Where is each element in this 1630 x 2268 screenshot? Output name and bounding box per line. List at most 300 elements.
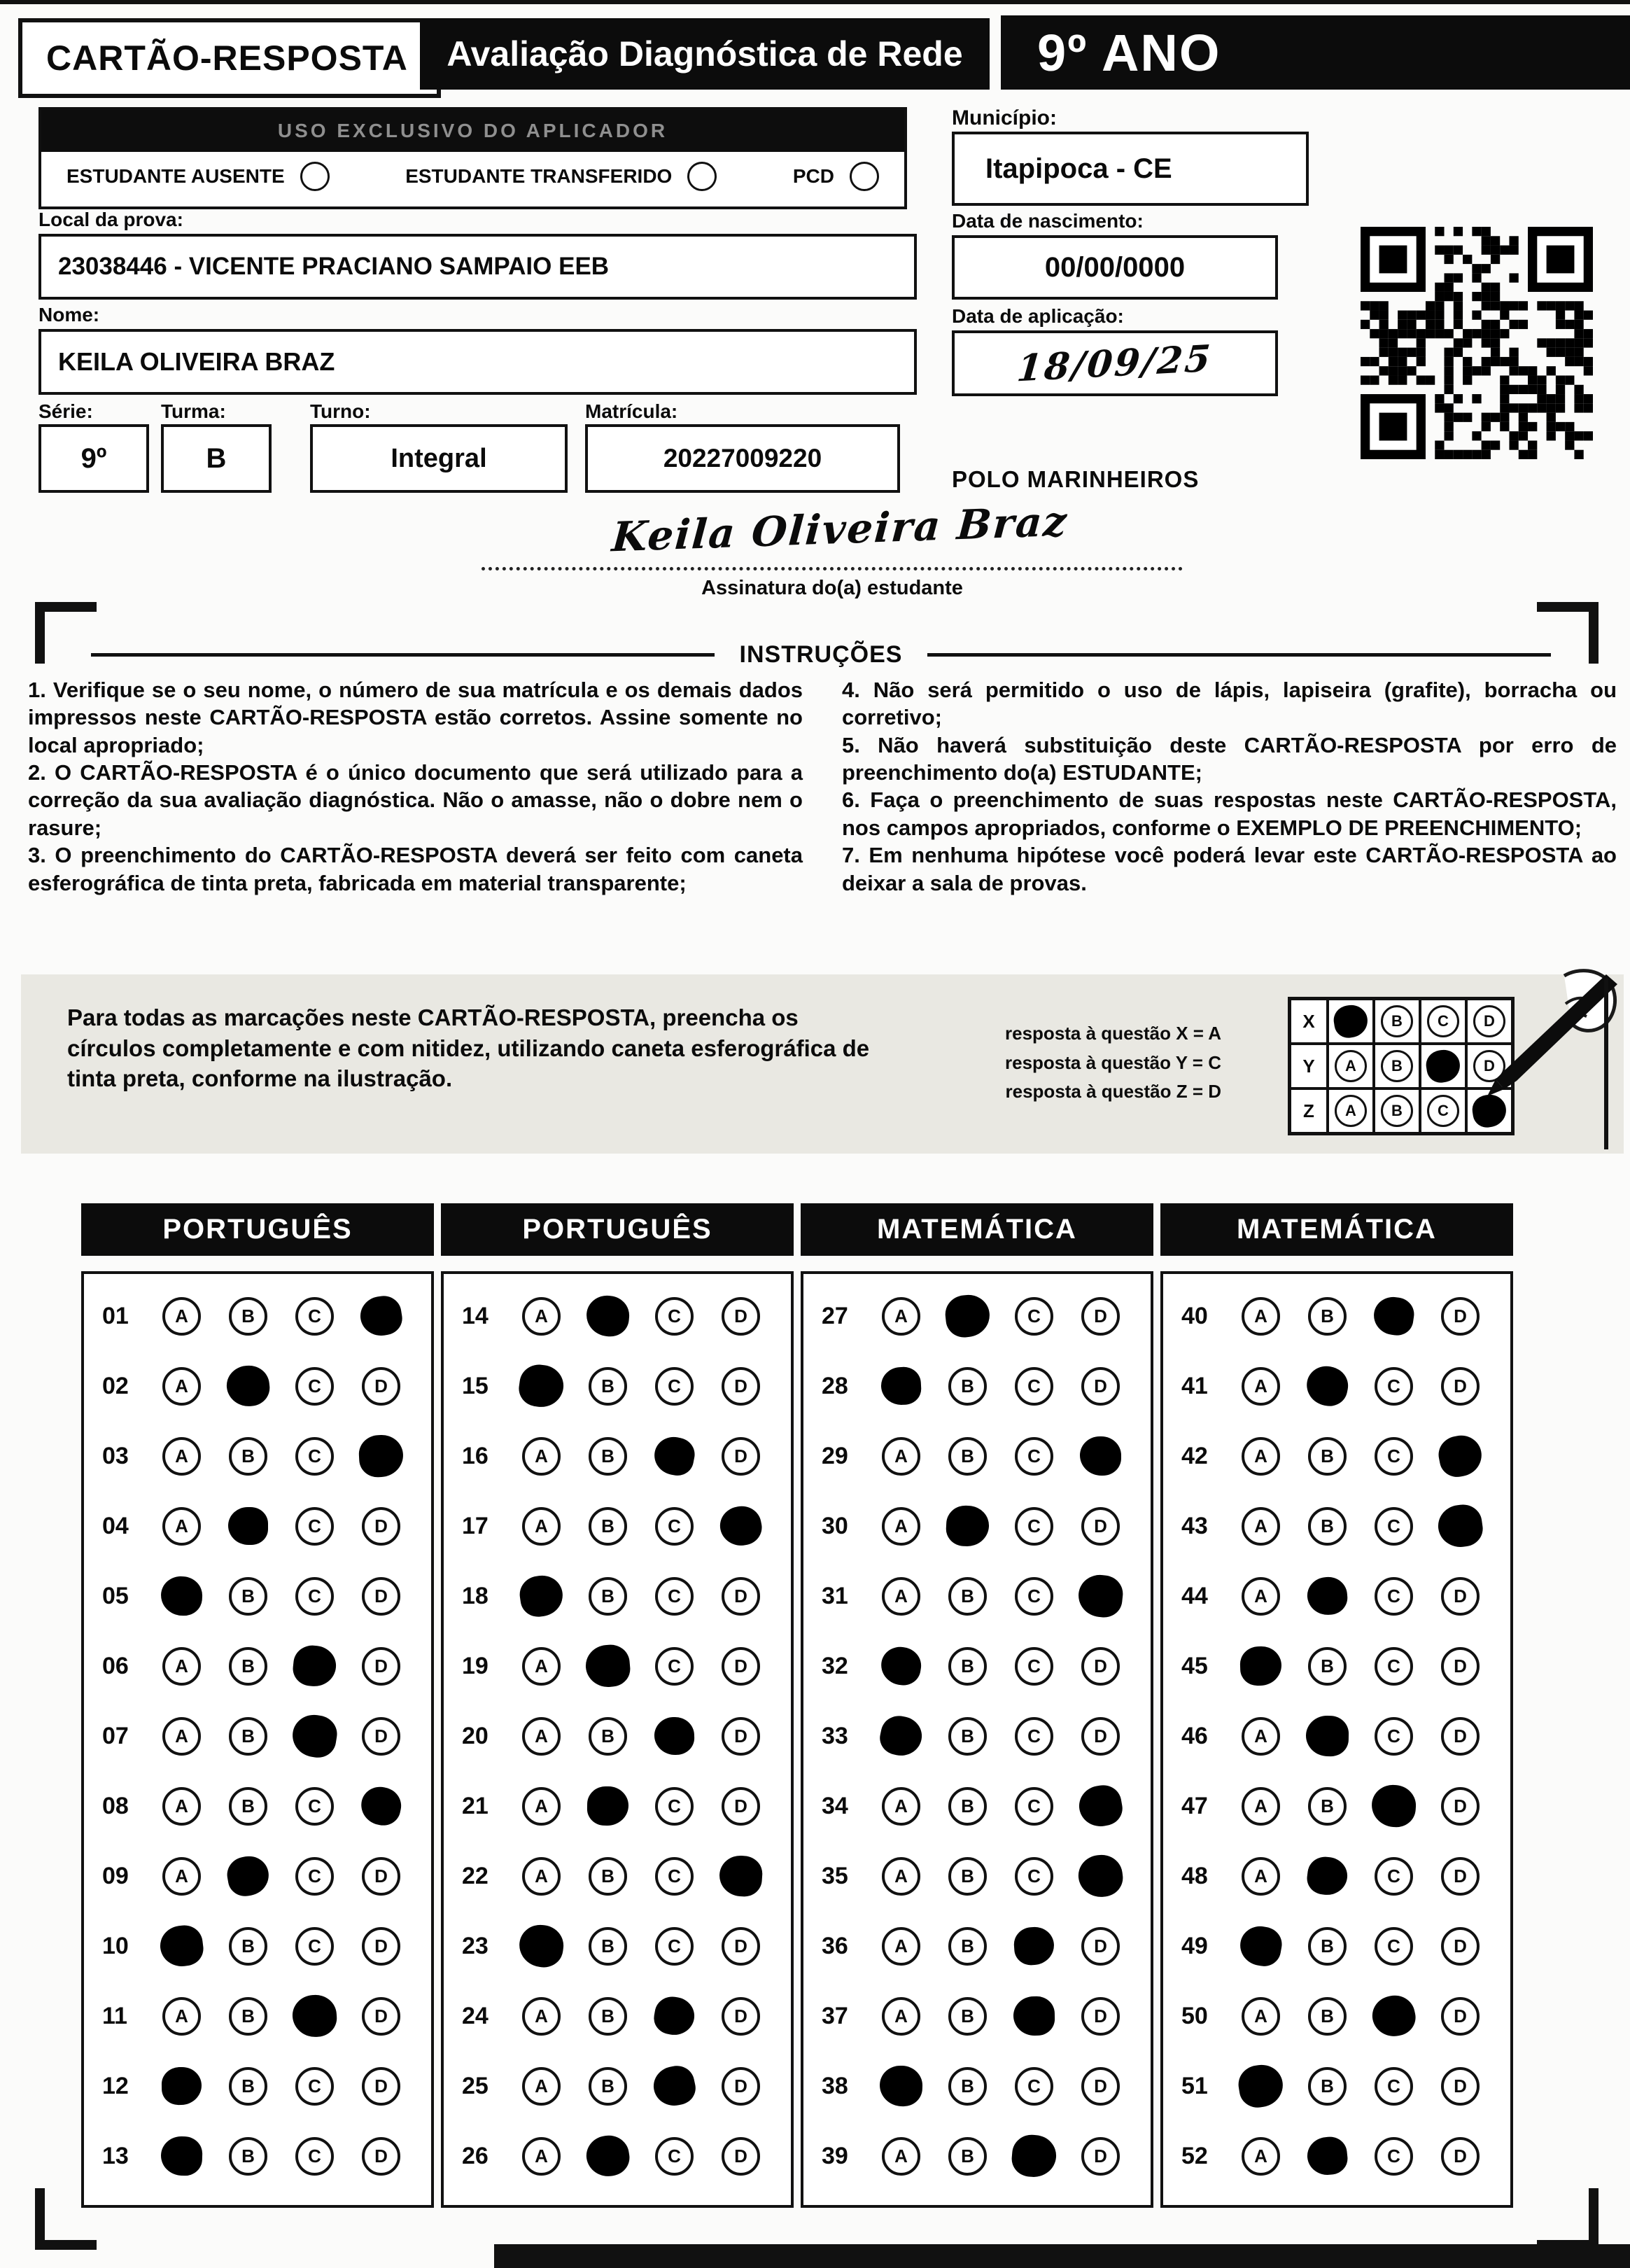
bubble-B[interactable]: B <box>589 1507 627 1546</box>
applicator-option-circle[interactable] <box>687 162 717 191</box>
bubble-B[interactable]: B <box>229 1647 267 1686</box>
bubble-C[interactable]: C <box>295 2137 334 2176</box>
bubble-A-filled[interactable] <box>158 1923 206 1968</box>
grade-banner: 9º ANO <box>1001 15 1630 90</box>
bubble-C[interactable]: C <box>295 1437 334 1476</box>
bubble-D[interactable]: D <box>362 1577 400 1616</box>
bubble-B-filled[interactable] <box>225 1364 272 1408</box>
bubble-B-filled[interactable] <box>587 1786 629 1826</box>
option-cell <box>934 1367 1001 1406</box>
bubble-D[interactable]: D <box>1441 1997 1480 2036</box>
bubble-A[interactable]: A <box>162 1997 201 2036</box>
bubble-A[interactable]: A <box>522 1717 561 1756</box>
bubble-D-filled[interactable] <box>358 1434 404 1478</box>
answer-column <box>441 1203 794 2208</box>
bubble-A[interactable]: A <box>522 2137 561 2176</box>
bubble-B[interactable]: B <box>1308 1437 1347 1476</box>
bubble-D-filled[interactable] <box>1076 1782 1125 1830</box>
bubble-A[interactable]: A <box>1242 1507 1280 1546</box>
bubble-A[interactable]: A <box>522 2067 561 2106</box>
bubble-B[interactable]: B <box>589 1927 627 1966</box>
bubble-C-filled[interactable] <box>291 1994 338 2038</box>
bubble-D[interactable]: D <box>1441 1787 1480 1826</box>
bubble-D[interactable]: D <box>1441 2137 1480 2176</box>
bubble-A[interactable]: A <box>522 1787 561 1826</box>
bubble-D[interactable]: D <box>722 1717 760 1756</box>
bubble-B[interactable]: B <box>1308 1297 1347 1336</box>
bubble-A-filled[interactable] <box>162 2067 202 2106</box>
bubble-C[interactable]: C <box>655 1857 694 1896</box>
bubble-B[interactable]: B <box>948 1997 987 2036</box>
option-cell <box>1067 1855 1134 1897</box>
bubble-B[interactable]: B <box>1308 2067 1347 2106</box>
bubble-A[interactable]: A <box>882 1927 920 1966</box>
option-cell <box>215 1717 281 1756</box>
bubble-B[interactable]: B <box>1308 1787 1347 1826</box>
bubble-A[interactable]: A <box>162 1647 201 1686</box>
bubble-B[interactable]: B <box>1308 1507 1347 1546</box>
bubble-B-filled[interactable] <box>584 2133 632 2180</box>
bubble-A[interactable]: A <box>1242 1297 1280 1336</box>
bubble-D[interactable]: D <box>1441 1367 1480 1406</box>
bubble-D[interactable]: D <box>362 1857 400 1896</box>
bubble-C[interactable]: C <box>1375 2067 1413 2106</box>
bubble-D[interactable]: D <box>1081 1927 1120 1966</box>
bubble-C[interactable]: C <box>295 1857 334 1896</box>
bubble-B-filled[interactable] <box>228 1507 268 1545</box>
turma-label: Turma: <box>161 400 226 422</box>
question-number: 05 <box>102 1582 129 1609</box>
bubble-C[interactable]: C <box>1375 1437 1413 1476</box>
option-cell <box>348 1367 414 1406</box>
bubble-D[interactable]: D <box>1081 2137 1120 2176</box>
bubble-A-filled[interactable] <box>517 1922 566 1969</box>
question-number: 18 <box>462 1582 489 1609</box>
bubble-D[interactable]: D <box>722 1367 760 1406</box>
bubble-D[interactable]: D <box>362 1997 400 2036</box>
applicator-option-label: ESTUDANTE AUSENTE <box>66 165 285 187</box>
option-cell <box>708 1927 774 1966</box>
bubble-C[interactable]: C <box>295 2067 334 2106</box>
bubble-B-filled[interactable] <box>1305 2135 1349 2177</box>
bubble-B[interactable]: B <box>229 2067 267 2106</box>
bubble-A[interactable]: A <box>522 1507 561 1546</box>
bubble-B[interactable]: B <box>1308 1647 1347 1686</box>
bubble-D[interactable]: D <box>1441 1647 1480 1686</box>
bubble-D[interactable]: D <box>1081 1717 1120 1756</box>
bubble-C[interactable]: C <box>295 1507 334 1546</box>
bubble-C[interactable]: C <box>655 1507 694 1546</box>
bubble-B-filled[interactable] <box>1305 1715 1349 1756</box>
bubble-A[interactable]: A <box>1242 1857 1280 1896</box>
bubble-D[interactable]: D <box>722 1927 760 1966</box>
bubble-C[interactable]: C <box>295 1927 334 1966</box>
bubble-D[interactable]: D <box>1441 1577 1480 1616</box>
bubble-D[interactable]: D <box>1441 1297 1480 1336</box>
bubble-D-filled[interactable] <box>358 1294 405 1339</box>
option-cell <box>1001 1507 1067 1546</box>
bubble-A[interactable]: A <box>162 1367 201 1406</box>
bubble-B[interactable]: B <box>948 1577 987 1616</box>
bubble-C[interactable]: C <box>655 1927 694 1966</box>
exam-title: Avaliação Diagnóstica de Rede <box>420 18 990 90</box>
bubble-D[interactable]: D <box>1081 1507 1120 1546</box>
bubble-C[interactable]: C <box>1375 1507 1413 1546</box>
option-cell <box>708 1297 774 1336</box>
bubble-C[interactable]: C <box>1375 2137 1413 2176</box>
bubble-A[interactable]: A <box>882 1577 920 1616</box>
bubble-B[interactable]: B <box>229 1437 267 1476</box>
option-cell <box>575 1296 641 1336</box>
bubble-D[interactable]: D <box>362 1647 400 1686</box>
bubble-A[interactable]: A <box>162 1507 201 1546</box>
question-number: 21 <box>462 1792 489 1819</box>
option-cell <box>215 1507 281 1545</box>
bubble-D[interactable]: D <box>362 1367 400 1406</box>
bubble-A[interactable]: A <box>882 1507 920 1546</box>
option-cell <box>575 1997 641 2036</box>
question-number: 01 <box>102 1302 129 1329</box>
bubble-B[interactable]: B <box>948 1787 987 1826</box>
bubble-D[interactable]: D <box>722 1647 760 1686</box>
bubble-D[interactable]: D <box>362 2067 400 2106</box>
bubble-C[interactable]: C <box>1375 1927 1413 1966</box>
bubble-A[interactable]: A <box>162 1787 201 1826</box>
instructions-left-column <box>28 676 803 897</box>
bubble-B-filled[interactable] <box>225 1853 272 1898</box>
option-cell <box>508 1717 575 1756</box>
bubble-A[interactable]: A <box>882 1297 920 1336</box>
option-cell <box>148 1787 215 1826</box>
bubble-B[interactable]: B <box>589 2067 627 2106</box>
bubble-D[interactable]: D <box>722 1577 760 1616</box>
option-cell <box>1294 1857 1361 1895</box>
bubble-D[interactable]: D <box>722 1787 760 1826</box>
bubble-C[interactable]: C <box>295 1297 334 1336</box>
applicator-option-circle[interactable] <box>850 162 879 191</box>
bubble-B[interactable]: B <box>948 1437 987 1476</box>
bubble-C[interactable]: C <box>655 1577 694 1616</box>
instruction-item: 1. Verifique se o seu nome, o número de sua matrícula e os demais dados impressos neste CARTÃO-RESPOSTA estão corretos. Assine somente no local apropriado; <box>28 678 803 757</box>
bubble-D[interactable]: D <box>1441 2067 1480 2106</box>
option-cell <box>575 1367 641 1406</box>
question-row-19 <box>444 1631 791 1701</box>
answer-column-box <box>1160 1271 1513 2208</box>
bubble-C-filled[interactable] <box>1013 1996 1055 2036</box>
bubble-A[interactable]: A <box>522 1997 561 2036</box>
bubble-A[interactable]: A <box>162 1437 201 1476</box>
bubble-B[interactable]: B <box>1308 1997 1347 2036</box>
example-row-label: X <box>1290 999 1328 1044</box>
example-bubble-A-filled <box>1332 1003 1370 1040</box>
bubble-A[interactable]: A <box>1242 1787 1280 1826</box>
bubble-C[interactable]: C <box>1375 1857 1413 1896</box>
bubble-C[interactable]: C <box>1375 1367 1413 1406</box>
bubble-D[interactable]: D <box>362 1507 400 1546</box>
bubble-B[interactable]: B <box>229 1927 267 1966</box>
bubble-D-filled[interactable] <box>1080 1436 1121 1476</box>
signature-label: Assinatura do(a) estudante <box>701 577 963 599</box>
option-cell <box>575 1786 641 1826</box>
bubble-D[interactable]: D <box>362 1927 400 1966</box>
bubble-D[interactable]: D <box>1081 1997 1120 2036</box>
bubble-C[interactable]: C <box>1015 2067 1053 2106</box>
bubble-C[interactable]: C <box>655 1787 694 1826</box>
instruction-item: 4. Não será permitido o uso de lápis, lapiseira (grafite), borracha ou corretivo; <box>842 678 1617 730</box>
bubble-C[interactable]: C <box>655 1297 694 1336</box>
option-cell <box>148 1647 215 1686</box>
bubble-A-filled[interactable] <box>1236 2062 1286 2110</box>
example-legend <box>997 1019 1221 1107</box>
bubble-B-filled[interactable] <box>943 1293 992 1339</box>
option-cell <box>1427 1857 1494 1896</box>
answer-column <box>81 1203 434 2208</box>
bubble-B[interactable]: B <box>948 1857 987 1896</box>
bubble-B[interactable]: B <box>589 1437 627 1476</box>
option-cell <box>868 1857 934 1896</box>
bubble-A[interactable]: A <box>1242 1367 1280 1406</box>
bubble-C-filled[interactable] <box>651 1434 697 1478</box>
bubble-B[interactable]: B <box>229 1997 267 2036</box>
bubble-B[interactable]: B <box>948 1927 987 1966</box>
question-number: 11 <box>102 2002 127 2029</box>
question-number: 47 <box>1181 1792 1208 1819</box>
bubble-C[interactable]: C <box>1015 1857 1053 1896</box>
example-bubble-cell <box>1374 999 1420 1044</box>
bubble-C-filled[interactable] <box>1370 1784 1417 1828</box>
bubble-B-filled[interactable] <box>1303 1363 1351 1409</box>
bubble-B-filled[interactable] <box>585 1294 631 1338</box>
option-cell <box>1001 2135 1067 2177</box>
bubble-A[interactable]: A <box>882 1997 920 2036</box>
bubble-B[interactable]: B <box>229 1717 267 1756</box>
question-number: 04 <box>102 1512 129 1539</box>
bubble-B[interactable]: B <box>948 2137 987 2176</box>
bubble-A[interactable]: A <box>1242 1577 1280 1616</box>
question-number: 13 <box>102 2142 129 2169</box>
bubble-D-filled[interactable] <box>1076 1573 1125 1619</box>
bubble-A[interactable]: A <box>522 1857 561 1896</box>
bubble-A[interactable]: A <box>162 1717 201 1756</box>
bubble-A[interactable]: A <box>522 1647 561 1686</box>
bubble-A[interactable]: A <box>522 1437 561 1476</box>
bubble-B-filled[interactable] <box>1306 1576 1349 1617</box>
bubble-C-filled[interactable] <box>652 1994 698 2038</box>
option-cell <box>1001 1717 1067 1756</box>
option-cell <box>1294 1507 1361 1546</box>
bubble-A-filled[interactable] <box>1237 1923 1285 1968</box>
bubble-B[interactable]: B <box>229 1787 267 1826</box>
bubble-A[interactable]: A <box>162 1297 201 1336</box>
nome-value: KEILA OLIVEIRA BRAZ <box>38 329 917 395</box>
bubble-A-filled[interactable] <box>880 1366 922 1406</box>
bubble-B[interactable]: B <box>229 1297 267 1336</box>
bubble-B-filled[interactable] <box>584 1643 632 1688</box>
option-cell <box>1427 1717 1494 1756</box>
bubble-A[interactable]: A <box>882 1437 920 1476</box>
bubble-A[interactable]: A <box>1242 2137 1280 2176</box>
option-cell <box>281 1646 348 1686</box>
bubble-C[interactable]: C <box>1375 1647 1413 1686</box>
bubble-C-filled[interactable] <box>650 2062 698 2109</box>
question-number: 52 <box>1181 2142 1208 2169</box>
bubble-C[interactable]: C <box>1015 1717 1053 1756</box>
option-cell <box>1001 1367 1067 1406</box>
bubble-D[interactable]: D <box>1441 1717 1480 1756</box>
bubble-A[interactable]: A <box>522 1297 561 1336</box>
option-cell <box>934 1927 1001 1966</box>
bubble-C[interactable]: C <box>1015 1507 1053 1546</box>
bubble-A[interactable]: A <box>882 1787 920 1826</box>
bubble-C-filled[interactable] <box>1011 2133 1058 2178</box>
bubble-B[interactable]: B <box>948 1367 987 1406</box>
pen-hand-illustration <box>1459 962 1627 1109</box>
option-cell <box>348 2067 414 2106</box>
bubble-D[interactable]: D <box>1081 1647 1120 1686</box>
bubble-D[interactable]: D <box>1081 1367 1120 1406</box>
bubble-D[interactable]: D <box>1441 1857 1480 1896</box>
bubble-B[interactable]: B <box>948 2067 987 2106</box>
question-row-15 <box>444 1351 791 1421</box>
bubble-C[interactable]: C <box>1015 1787 1053 1826</box>
option-cell <box>348 1507 414 1546</box>
bubble-C-filled[interactable] <box>1013 1926 1055 1966</box>
bubble-C[interactable]: C <box>1015 1297 1053 1336</box>
bubble-A-filled[interactable] <box>877 1712 925 1759</box>
bubble-D[interactable]: D <box>722 1437 760 1476</box>
bubble-A[interactable]: A <box>162 1857 201 1896</box>
example-bubble-cell <box>1328 999 1374 1044</box>
bubble-C[interactable]: C <box>1015 1367 1053 1406</box>
option-cell <box>641 2137 708 2176</box>
bubble-D[interactable]: D <box>722 1997 760 2036</box>
answer-column-title: PORTUGUÊS <box>441 1203 794 1256</box>
bubble-B[interactable]: B <box>948 1717 987 1756</box>
bubble-C[interactable]: C <box>295 1577 334 1616</box>
matricula-value: 20227009220 <box>585 424 900 493</box>
bubble-D[interactable]: D <box>362 2137 400 2176</box>
bubble-C[interactable]: C <box>655 1367 694 1406</box>
bubble-D[interactable]: D <box>722 2067 760 2106</box>
bubble-D[interactable]: D <box>1441 1927 1480 1966</box>
option-cell <box>1294 1927 1361 1966</box>
bubble-B[interactable]: B <box>589 1997 627 2036</box>
bubble-C[interactable]: C <box>655 1647 694 1686</box>
bubble-C[interactable]: C <box>655 2137 694 2176</box>
bubble-D[interactable]: D <box>1081 1297 1120 1336</box>
question-row-30 <box>803 1491 1151 1561</box>
bubble-A-filled[interactable] <box>160 1575 204 1616</box>
bubble-D[interactable]: D <box>722 2137 760 2176</box>
bubble-B-filled[interactable] <box>946 1504 990 1547</box>
option-cell <box>1361 1577 1427 1616</box>
bubble-A-filled[interactable] <box>879 2065 923 2107</box>
bubble-B[interactable]: B <box>229 2137 267 2176</box>
option-cell <box>508 1647 575 1686</box>
question-row-16 <box>444 1421 791 1491</box>
bubble-D-filled[interactable] <box>1076 1852 1125 1899</box>
option-cell <box>934 2067 1001 2106</box>
applicator-option-circle[interactable] <box>300 162 330 191</box>
aplicacao-box <box>952 330 1278 396</box>
bubble-B[interactable]: B <box>948 1647 987 1686</box>
question-row-20 <box>444 1701 791 1771</box>
bubble-D-filled[interactable] <box>358 1784 405 1829</box>
bubble-A-filled[interactable] <box>1239 1646 1282 1686</box>
bubble-C[interactable]: C <box>295 1787 334 1826</box>
question-number: 35 <box>822 1862 848 1889</box>
bubble-A-filled[interactable] <box>160 2136 203 2176</box>
bubble-A[interactable]: A <box>882 1857 920 1896</box>
bubble-A[interactable]: A <box>882 2137 920 2176</box>
option-cell <box>934 1506 1001 1546</box>
option-cell <box>575 1857 641 1896</box>
option-cell <box>641 1647 708 1686</box>
bubble-D[interactable]: D <box>722 1297 760 1336</box>
example-bubble-B: B <box>1381 1050 1413 1082</box>
bubble-D-filled[interactable] <box>1435 1502 1485 1550</box>
question-number: 43 <box>1181 1512 1208 1539</box>
bubble-B[interactable]: B <box>589 1577 627 1616</box>
nome-label: Nome: <box>38 304 100 326</box>
bubble-C[interactable]: C <box>1375 1717 1413 1756</box>
option-cell <box>281 1297 348 1336</box>
bubble-C-filled[interactable] <box>1372 1294 1417 1337</box>
question-row-06 <box>84 1631 431 1701</box>
bubble-B[interactable]: B <box>589 1717 627 1756</box>
bubble-B[interactable]: B <box>1308 1927 1347 1966</box>
option-cell <box>215 2137 281 2176</box>
option-cell <box>1427 1787 1494 1826</box>
bubble-A[interactable]: A <box>1242 1717 1280 1756</box>
bubble-A[interactable]: A <box>1242 1437 1280 1476</box>
bubble-B[interactable]: B <box>589 1367 627 1406</box>
bubble-C-filled[interactable] <box>654 1716 695 1756</box>
question-row-40 <box>1163 1281 1510 1351</box>
bubble-C[interactable]: C <box>295 1367 334 1406</box>
signature-line[interactable] <box>482 536 1183 570</box>
option-cell <box>934 1997 1001 2036</box>
option-cell <box>868 1367 934 1405</box>
bubble-B[interactable]: B <box>589 1857 627 1896</box>
option-cell <box>1001 2067 1067 2106</box>
option-cell <box>1001 1437 1067 1476</box>
bubble-C[interactable]: C <box>1015 1647 1053 1686</box>
bubble-D[interactable]: D <box>362 1717 400 1756</box>
bubble-D-filled[interactable] <box>718 1854 764 1898</box>
bubble-B[interactable]: B <box>229 1577 267 1616</box>
bubble-B-filled[interactable] <box>1305 1855 1349 1898</box>
bubble-D[interactable]: D <box>1081 2067 1120 2106</box>
bubble-C-filled[interactable] <box>290 1712 340 1760</box>
bubble-A-filled[interactable] <box>517 1573 565 1619</box>
marking-instructions-text: Para todas as marcações neste CARTÃO-RESPOSTA, preencha os círculos completamente e com nitidez, utilizando caneta esferográfica de tinta preta, conforme na ilustração. <box>67 1004 870 1092</box>
option-cell <box>148 2067 215 2105</box>
bubble-A[interactable]: A <box>1242 1997 1280 2036</box>
instruction-item: 6. Faça o preenchimento de suas respostas neste CARTÃO-RESPOSTA, nos campos apropriados, conforme o EXEMPLO DE PREENCHIMENTO; <box>842 788 1617 840</box>
bubble-A-filled[interactable] <box>517 1362 566 1410</box>
divider-line <box>927 653 1551 657</box>
bubble-D-filled[interactable] <box>1435 1432 1485 1480</box>
bubble-C-filled[interactable] <box>291 1644 338 1688</box>
bubble-C[interactable]: C <box>1375 1577 1413 1616</box>
bubble-D-filled[interactable] <box>717 1503 765 1549</box>
bubble-C[interactable]: C <box>1015 1437 1053 1476</box>
bubble-A-filled[interactable] <box>878 1644 924 1688</box>
bubble-C-filled[interactable] <box>1369 1991 1419 2040</box>
question-row-11 <box>84 1981 431 2051</box>
bubble-C[interactable]: C <box>1015 1577 1053 1616</box>
